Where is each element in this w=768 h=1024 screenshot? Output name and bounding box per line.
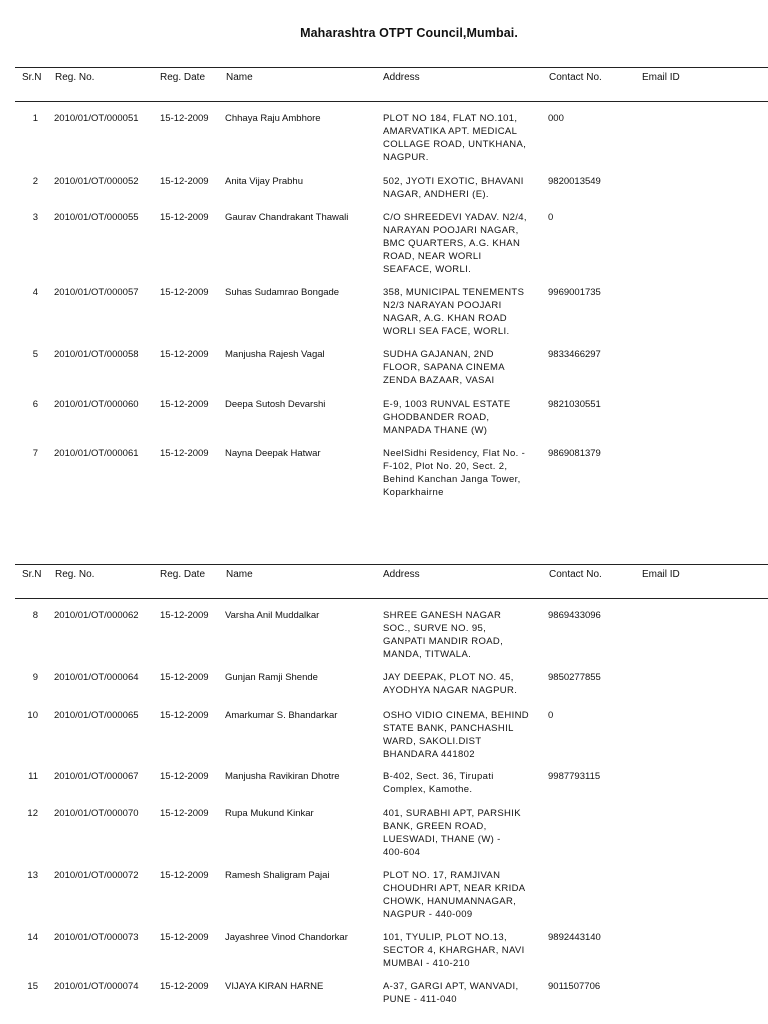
cell-reg-date: 15-12-2009 — [160, 610, 209, 621]
cell-sr-no: 13 — [27, 870, 38, 881]
cell-contact-no: 9850277855 — [548, 672, 601, 683]
cell-reg-date: 15-12-2009 — [160, 176, 209, 187]
cell-name: Gaurav Chandrakant Thawali — [225, 212, 349, 223]
cell-name: Suhas Sudamrao Bongade — [225, 287, 340, 298]
cell-sr-no: 14 — [27, 932, 38, 943]
cell-name: Manjusha Ravikiran Dhotre — [225, 771, 340, 782]
cell-contact-no: 9892443140 — [548, 932, 601, 943]
cell-name: Ramesh Shaligram Pajai — [225, 870, 330, 881]
cell-reg-no: 2010/01/OT/000067 — [54, 771, 139, 782]
cell-address: PLOT NO. 17, RAMJIVAN CHOUDHRI APT, NEAR KRIDA CHOWK, HANUMANNAGAR, NAGPUR - 440-009 — [383, 870, 526, 920]
cell-sr-no: 6 — [32, 399, 38, 410]
cell-reg-date: 15-12-2009 — [160, 932, 209, 943]
cell-reg-no: 2010/01/OT/000064 — [54, 672, 139, 683]
table-header-row — [15, 564, 768, 599]
column-header-address: Address — [383, 72, 420, 83]
cell-address: JAY DEEPAK, PLOT NO. 45, AYODHYA NAGAR NAGPUR. — [383, 672, 518, 696]
cell-sr-no: 12 — [27, 808, 38, 819]
column-header-address: Address — [383, 569, 420, 580]
cell-sr-no: 15 — [27, 981, 38, 992]
column-header-email: Email ID — [642, 72, 680, 83]
cell-name: Gunjan Ramji Shende — [225, 672, 318, 683]
cell-reg-date: 15-12-2009 — [160, 113, 209, 124]
cell-name: VIJAYA KIRAN HARNE — [225, 981, 324, 992]
cell-reg-date: 15-12-2009 — [160, 870, 209, 881]
cell-name: Jayashree Vinod Chandorkar — [225, 932, 348, 943]
cell-contact-no: 0 — [548, 710, 554, 721]
cell-name: Nayna Deepak Hatwar — [225, 448, 321, 459]
column-header-reg-date: Reg. Date — [160, 569, 206, 580]
cell-reg-no: 2010/01/OT/000058 — [54, 349, 139, 360]
cell-reg-no: 2010/01/OT/000073 — [54, 932, 139, 943]
cell-sr-no: 3 — [32, 212, 38, 223]
cell-contact-no: 0 — [548, 212, 554, 223]
cell-address: 401, SURABHI APT, PARSHIK BANK, GREEN ROAD, LUESWADI, THANE (W) - 400-604 — [383, 808, 521, 858]
cell-sr-no: 2 — [32, 176, 38, 187]
column-header-sr: Sr.N — [22, 72, 42, 83]
table-header-row — [15, 67, 768, 102]
column-header-name: Name — [226, 569, 253, 580]
document-title: Maharashtra OTPT Council,Mumbai. — [300, 26, 518, 40]
cell-reg-date: 15-12-2009 — [160, 212, 209, 223]
cell-reg-no: 2010/01/OT/000052 — [54, 176, 139, 187]
cell-name: Chhaya Raju Ambhore — [225, 113, 321, 124]
cell-reg-no: 2010/01/OT/000051 — [54, 113, 139, 124]
cell-address: SUDHA GAJANAN, 2ND FLOOR, SAPANA CINEMA ZENDA BAZAAR, VASAI — [383, 349, 505, 386]
cell-contact-no: 9011507706 — [548, 981, 601, 992]
cell-reg-no: 2010/01/OT/000074 — [54, 981, 139, 992]
cell-reg-date: 15-12-2009 — [160, 287, 209, 298]
cell-address: A-37, GARGI APT, WANVADI, PUNE - 411-040 — [383, 981, 519, 1005]
cell-reg-no: 2010/01/OT/000061 — [54, 448, 139, 459]
cell-contact-no: 000 — [548, 113, 564, 124]
cell-contact-no: 9820013549 — [548, 176, 601, 187]
cell-address: C/O SHREEDEVI YADAV. N2/4, NARAYAN POOJARI NAGAR, BMC QUARTERS, A.G. KHAN ROAD, NEAR WORLI SEAFACE, WORLI. — [383, 212, 527, 275]
cell-sr-no: 11 — [28, 771, 38, 782]
cell-name: Manjusha Rajesh Vagal — [225, 349, 325, 360]
cell-reg-date: 15-12-2009 — [160, 710, 209, 721]
cell-name: Varsha Anil Muddalkar — [225, 610, 320, 621]
cell-reg-no: 2010/01/OT/000062 — [54, 610, 139, 621]
cell-reg-no: 2010/01/OT/000070 — [54, 808, 139, 819]
column-header-sr: Sr.N — [22, 569, 42, 580]
cell-address: 101, TYULIP, PLOT NO.13, SECTOR 4, KHARGHAR, NAVI MUMBAI - 410-210 — [383, 932, 525, 969]
cell-contact-no: 9987793115 — [548, 771, 601, 782]
column-header-reg-date: Reg. Date — [160, 72, 206, 83]
cell-contact-no: 9833466297 — [548, 349, 601, 360]
cell-reg-date: 15-12-2009 — [160, 349, 209, 360]
cell-address: 358, MUNICIPAL TENEMENTS N2/3 NARAYAN POOJARI NAGAR, A.G. KHAN ROAD WORLI SEA FACE, WORLI. — [383, 287, 525, 337]
cell-name: Deepa Sutosh Devarshi — [225, 399, 326, 410]
cell-sr-no: 4 — [32, 287, 38, 298]
column-header-reg-no: Reg. No. — [55, 569, 95, 580]
cell-reg-no: 2010/01/OT/000060 — [54, 399, 139, 410]
cell-reg-date: 15-12-2009 — [160, 672, 209, 683]
cell-contact-no: 9821030551 — [548, 399, 601, 410]
cell-contact-no: 9869081379 — [548, 448, 601, 459]
cell-reg-date: 15-12-2009 — [160, 981, 209, 992]
cell-sr-no: 9 — [32, 672, 38, 683]
cell-sr-no: 5 — [32, 349, 38, 360]
cell-name: Amarkumar S. Bhandarkar — [225, 710, 338, 721]
cell-reg-date: 15-12-2009 — [160, 448, 209, 459]
cell-address: SHREE GANESH NAGAR SOC., SURVE NO. 95, GANPATI MANDIR ROAD, MANDA, TITWALA. — [383, 610, 504, 660]
cell-reg-date: 15-12-2009 — [160, 399, 209, 410]
cell-reg-no: 2010/01/OT/000055 — [54, 212, 139, 223]
cell-sr-no: 1 — [32, 113, 38, 124]
cell-name: Anita Vijay Prabhu — [225, 176, 303, 187]
cell-address: 502, JYOTI EXOTIC, BHAVANI NAGAR, ANDHERI (E). — [383, 176, 524, 200]
cell-sr-no: 8 — [32, 610, 38, 621]
column-header-email: Email ID — [642, 569, 680, 580]
cell-sr-no: 10 — [27, 710, 38, 721]
column-header-contact: Contact No. — [549, 569, 602, 580]
cell-address: PLOT NO 184, FLAT NO.101, AMARVATIKA APT. MEDICAL COLLAGE ROAD, UNTKHANA, NAGPUR. — [383, 113, 527, 163]
cell-address: OSHO VIDIO CINEMA, BEHIND STATE BANK, PANCHASHIL WARD, SAKOLI.DIST BHANDARA 441802 — [383, 710, 529, 760]
cell-reg-date: 15-12-2009 — [160, 771, 209, 782]
cell-sr-no: 7 — [32, 448, 38, 459]
column-header-contact: Contact No. — [549, 72, 602, 83]
cell-reg-no: 2010/01/OT/000065 — [54, 710, 139, 721]
cell-name: Rupa Mukund Kinkar — [225, 808, 314, 819]
cell-contact-no: 9869433096 — [548, 610, 601, 621]
cell-address: NeelSidhi Residency, Flat No. - F-102, Plot No. 20, Sect. 2, Behind Kanchan Janga Tower, Koparkhairne — [383, 448, 526, 498]
cell-address: B-402, Sect. 36, Tirupati Complex, Kamothe. — [383, 771, 494, 795]
column-header-name: Name — [226, 72, 253, 83]
column-header-reg-no: Reg. No. — [55, 72, 95, 83]
cell-reg-no: 2010/01/OT/000057 — [54, 287, 139, 298]
cell-contact-no: 9969001735 — [548, 287, 601, 298]
cell-reg-date: 15-12-2009 — [160, 808, 209, 819]
cell-address: E-9, 1003 RUNVAL ESTATE GHODBANDER ROAD, MANPADA THANE (W) — [383, 399, 511, 436]
cell-reg-no: 2010/01/OT/000072 — [54, 870, 139, 881]
